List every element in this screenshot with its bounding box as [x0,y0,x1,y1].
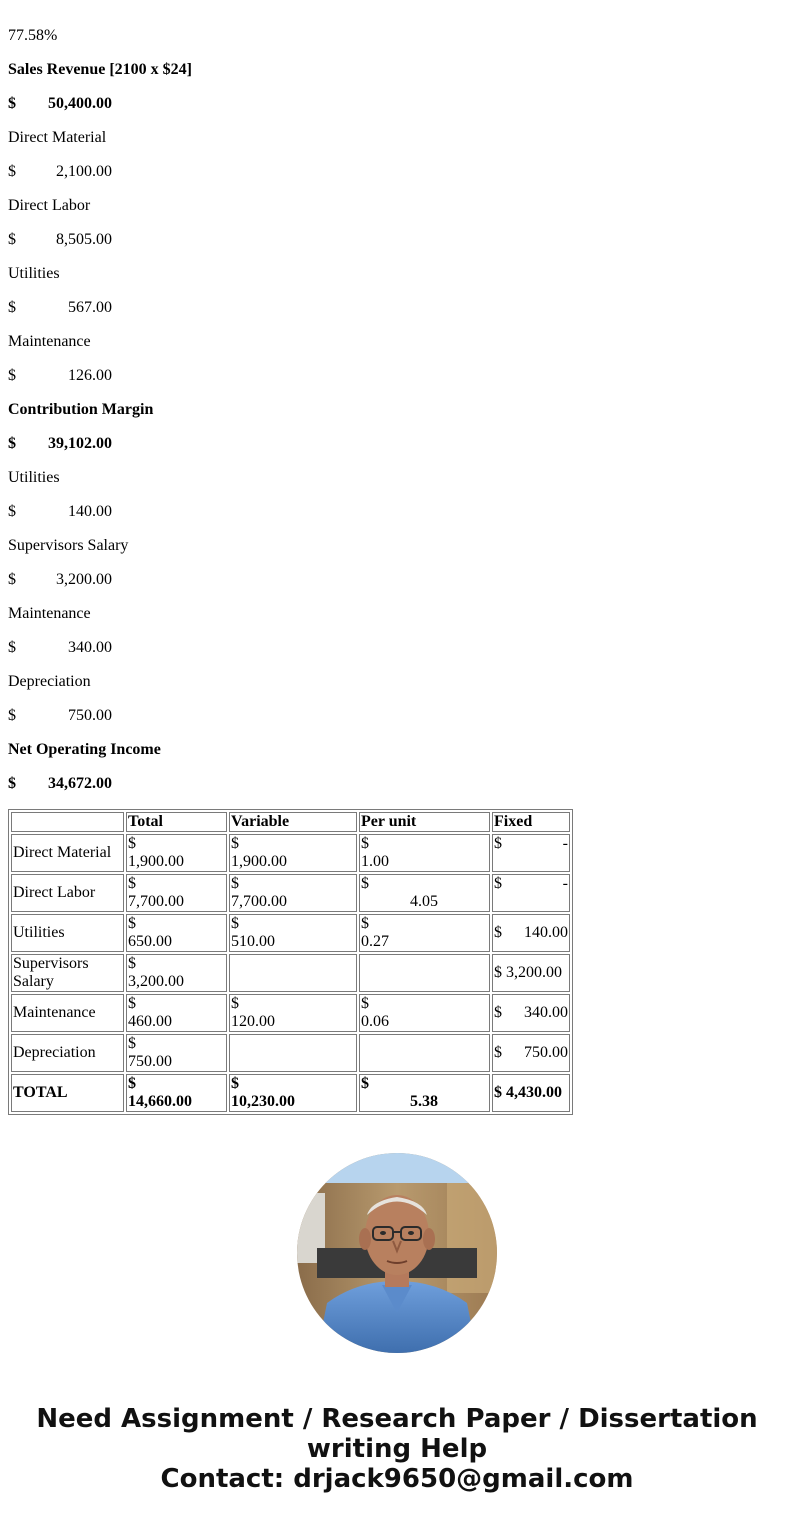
amount: 567.00 [68,299,112,316]
cost-table [8,809,573,1115]
table-row [11,834,570,872]
amount: 340.00 [68,639,112,656]
amount: 50,400.00 [48,95,112,112]
cta-line-2: writing Help [306,1434,488,1464]
fixed-value: - [562,835,568,852]
variable-cell [229,954,357,992]
depreciation-amount [8,707,112,725]
amount: 34,672.00 [48,775,112,792]
currency-symbol: $ [494,1044,502,1061]
amount: 140.00 [68,503,112,520]
currency-symbol: $ [361,915,369,932]
row-name: Direct Material [11,834,124,872]
top-dash [8,0,16,8]
currency-symbol: $ [128,1035,136,1052]
currency-symbol: $ [8,95,16,112]
total-row [11,1074,570,1112]
total-cell [126,914,227,952]
total-value: 14,660.00 [128,1093,192,1110]
fixed-cell [492,834,570,872]
header-fixed: Fixed [492,812,570,832]
net-operating-income-label: Net Operating Income [8,741,161,758]
per-unit-value: 4.05 [410,893,438,910]
per-unit-cell [359,834,490,872]
per-unit-cell [359,1034,490,1072]
direct-labor-amount [8,231,112,249]
net-operating-income-amount [8,775,112,793]
variable-cell [229,914,357,952]
table-row [11,874,570,912]
currency-symbol: $ [8,639,16,656]
currency-symbol: $ [231,915,239,932]
amount: 2,100.00 [56,163,112,180]
header-total: Total [126,812,227,832]
currency-symbol: $ [128,835,136,852]
currency-symbol: $ [231,995,239,1012]
variable-value: 10,230.00 [231,1093,295,1110]
total-cell [126,994,227,1032]
variable-cell [229,1034,357,1072]
author-photo [297,1153,497,1353]
fixed-value: 750.00 [524,1044,568,1061]
currency-symbol: $ [8,503,16,520]
variable-value: 120.00 [231,1013,275,1030]
total-cell [126,954,227,992]
supervisors-salary-amount [8,571,112,589]
utilities-amount [8,299,112,317]
fixed-maintenance-amount [8,639,112,657]
percent-value: 77.58% [8,27,58,44]
total-cell [126,874,227,912]
fixed-cell [492,994,570,1032]
header-blank [11,812,124,832]
variable-cell [229,834,357,872]
amount: 750.00 [68,707,112,724]
sales-revenue-label: Sales Revenue [2100 x $24] [8,61,192,78]
table-row [11,1034,570,1072]
sales-revenue-amount [8,95,112,113]
per-unit-value: 0.06 [361,1013,389,1030]
currency-symbol: $ [494,835,502,852]
currency-symbol: $ [361,1075,369,1092]
per-unit-value: 5.38 [410,1093,438,1110]
currency-symbol: $ [8,299,16,316]
row-name: Maintenance [11,994,124,1032]
direct-labor-label: Direct Labor [8,197,91,214]
direct-material-label: Direct Material [8,129,107,146]
total-value: 750.00 [128,1053,172,1070]
per-unit-cell [359,954,490,992]
currency-symbol: $ [8,707,16,724]
depreciation-label: Depreciation [8,673,91,690]
fixed-cell [492,914,570,952]
fixed-maintenance-label: Maintenance [8,605,91,622]
currency-symbol: $ [231,875,239,892]
supervisors-salary-label: Supervisors Salary [8,537,129,554]
currency-symbol: $ [494,1004,502,1021]
currency-symbol: $ [231,835,239,852]
fixed-cell [492,1034,570,1072]
maintenance-label: Maintenance [8,333,91,350]
total-value: 460.00 [128,1013,172,1030]
per-unit-cell [359,1074,490,1112]
header-per-unit: Per unit [359,812,490,832]
currency-symbol: $ [8,367,16,384]
cta-line-1: Need Assignment / Research Paper / Dissertation [36,1404,758,1434]
currency-symbol: $ [128,955,136,972]
currency-symbol: $ [494,875,502,892]
currency-symbol: $ [128,995,136,1012]
amount: 39,102.00 [48,435,112,452]
total-cell [126,834,227,872]
per-unit-cell [359,994,490,1032]
contact-banner [0,1404,794,1494]
row-name: Direct Labor [11,874,124,912]
table-row [11,994,570,1032]
fixed-value: 140.00 [524,924,568,941]
table-row [11,954,570,992]
maintenance-amount [8,367,112,385]
total-cell [126,1074,227,1112]
fixed-cell: $ 3,200.00 [492,954,570,992]
variable-cell [229,874,357,912]
currency-symbol: $ [361,835,369,852]
currency-symbol: $ [128,1075,136,1092]
row-name: TOTAL [11,1074,124,1112]
table-row [11,914,570,952]
header-variable: Variable [229,812,357,832]
currency-symbol: $ [8,775,16,792]
row-name: Supervisors Salary [11,954,124,992]
variable-value: 1,900.00 [231,853,287,870]
variable-cell [229,1074,357,1112]
fixed-utilities-label: Utilities [8,469,60,486]
currency-symbol: $ [8,571,16,588]
currency-symbol: $ [128,915,136,932]
contribution-margin-amount [8,435,112,453]
total-value: 650.00 [128,933,172,950]
fixed-value: - [562,875,568,892]
amount: 8,505.00 [56,231,112,248]
utilities-label: Utilities [8,265,60,282]
variable-value: 510.00 [231,933,275,950]
variable-value: 7,700.00 [231,893,287,910]
total-value: 3,200.00 [128,973,184,990]
total-value: 7,700.00 [128,893,184,910]
currency-symbol: $ [361,995,369,1012]
variable-cell [229,994,357,1032]
contribution-margin-label: Contribution Margin [8,401,154,418]
currency-symbol: $ [128,875,136,892]
fixed-cell: $ 4,430.00 [492,1074,570,1112]
per-unit-value: 0.27 [361,933,389,950]
row-name: Depreciation [11,1034,124,1072]
fixed-cell [492,874,570,912]
currency-symbol: $ [494,924,502,941]
currency-symbol: $ [231,1075,239,1092]
per-unit-value: 1.00 [361,853,389,870]
total-cell [126,1034,227,1072]
row-name: Utilities [11,914,124,952]
per-unit-cell [359,874,490,912]
fixed-value: 340.00 [524,1004,568,1021]
avatar [297,1153,497,1353]
total-value: 1,900.00 [128,853,184,870]
amount: 3,200.00 [56,571,112,588]
cta-line-3: Contact: drjack9650@gmail.com [160,1464,634,1494]
direct-material-amount [8,163,112,181]
currency-symbol: $ [8,163,16,180]
fixed-utilities-amount [8,503,112,521]
table-header-row [11,812,570,832]
amount: 126.00 [68,367,112,384]
currency-symbol: $ [8,231,16,248]
per-unit-cell [359,914,490,952]
currency-symbol: $ [361,875,369,892]
currency-symbol: $ [8,435,16,452]
